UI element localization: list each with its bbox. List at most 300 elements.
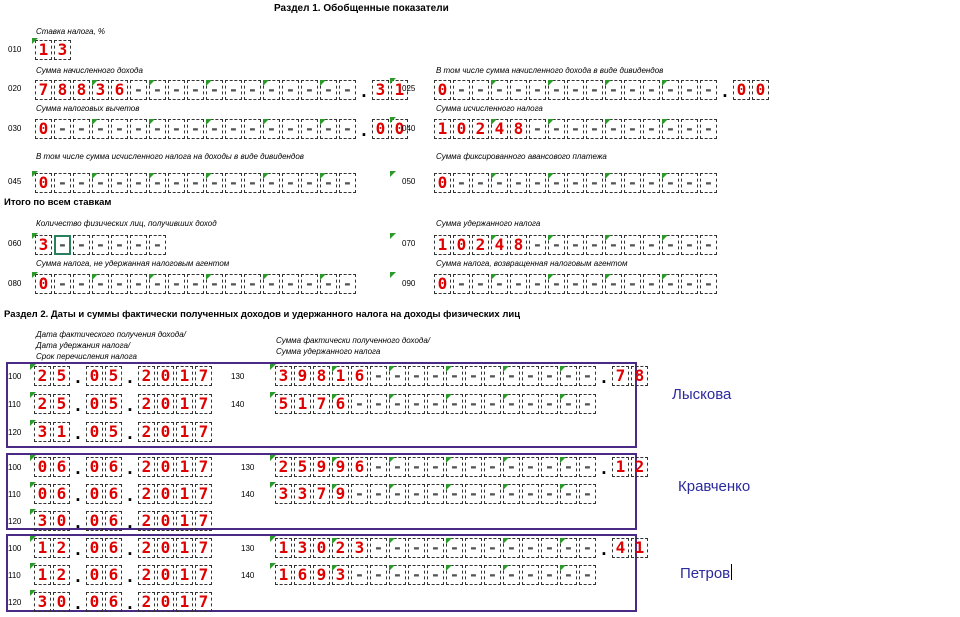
digit-cell: - [662, 119, 679, 139]
marker-icon [32, 171, 38, 177]
digit-cell: - [472, 80, 489, 100]
digit-cell: - [168, 274, 185, 294]
date-field-120[interactable] [34, 511, 214, 531]
digit-cell: - [187, 173, 204, 193]
rate-field[interactable] [35, 40, 73, 60]
date-field-110[interactable] [34, 565, 214, 585]
digit-cell: - [586, 80, 603, 100]
digit-cell: - [605, 119, 622, 139]
marker-icon [390, 233, 396, 239]
digit-cell: 2 [138, 366, 155, 386]
digit-cell: 3 [54, 40, 71, 60]
tax-field-140[interactable] [275, 484, 598, 504]
f070-label: Сумма удержанного налога [436, 219, 541, 228]
digit-cell: - [510, 274, 527, 294]
digit-cell: - [370, 484, 387, 504]
f080-label: Сумма налога, не удержанная налоговым агентом [36, 259, 230, 268]
digit-cell: - [73, 274, 90, 294]
digit-cell: 3 [351, 538, 368, 558]
digit-cell: - [206, 173, 223, 193]
digit-cell: - [370, 394, 387, 414]
digit-cell: 3 [34, 422, 51, 442]
digit-cell: - [529, 119, 546, 139]
code-040: 040 [402, 124, 416, 133]
digit-cell: - [567, 80, 584, 100]
digit-cell: - [541, 366, 558, 386]
digit-cell: 1 [294, 394, 311, 414]
digit-cell: - [453, 274, 470, 294]
digit-cell: - [149, 274, 166, 294]
digit-cell: - [453, 80, 470, 100]
marker-icon [32, 272, 38, 278]
digit-cell: - [522, 394, 539, 414]
digit-cell: 0 [35, 173, 52, 193]
text-caret [731, 564, 732, 580]
separator-dot: . [359, 121, 369, 140]
digit-cell: 8 [73, 80, 90, 100]
f025-label: В том числе сумма начисленного дохода в виде дивидендов [436, 66, 664, 75]
digit-cell: - [187, 119, 204, 139]
digit-cell: 7 [195, 592, 212, 612]
digit-cell: - [427, 366, 444, 386]
digit-cell: - [465, 565, 482, 585]
digit-cell: 1 [391, 80, 408, 100]
digit-cell: 0 [157, 511, 174, 531]
digit-cell: - [662, 235, 679, 255]
digit-cell: - [567, 235, 584, 255]
f050-label: Сумма фиксированного авансового платежа [436, 152, 607, 161]
digit-cell: - [244, 80, 261, 100]
f025-field[interactable] [434, 80, 771, 100]
digit-cell: - [579, 457, 596, 477]
digit-cell: 6 [105, 457, 122, 477]
digit-cell: - [579, 538, 596, 558]
digit-cell: - [54, 173, 71, 193]
digit-cell: 1 [176, 422, 193, 442]
digit-cell: 4 [491, 235, 508, 255]
digit-cell: 1 [275, 538, 292, 558]
digit-cell: 0 [434, 80, 451, 100]
digit-cell: - [149, 80, 166, 100]
digit-cell: - [301, 274, 318, 294]
digit-cell: 5 [53, 394, 70, 414]
digit-cell: - [427, 484, 444, 504]
digit-cell: 2 [53, 538, 70, 558]
digit-cell: - [92, 274, 109, 294]
separator-dot: . [73, 513, 83, 532]
digit-cell: - [541, 394, 558, 414]
digit-cell: - [225, 274, 242, 294]
digit-cell: - [225, 80, 242, 100]
digit-cell: 6 [53, 457, 70, 477]
digit-cell: 7 [195, 457, 212, 477]
digit-cell: - [339, 274, 356, 294]
marker-icon [390, 78, 396, 84]
digit-cell: 1 [176, 457, 193, 477]
f050-field[interactable] [434, 173, 719, 193]
digit-cell: - [168, 119, 185, 139]
date-field-100[interactable] [34, 366, 214, 386]
separator-dot: . [599, 459, 609, 478]
digit-cell: - [446, 457, 463, 477]
digit-cell: - [662, 274, 679, 294]
digit-cell: - [700, 173, 717, 193]
f020-label: Сумма начисленного дохода [36, 66, 143, 75]
digit-cell: - [548, 173, 565, 193]
digit-cell: - [111, 173, 128, 193]
digit-cell: - [579, 484, 596, 504]
f030-label: Сумма налоговых вычетов [36, 104, 140, 113]
digit-cell: 7 [313, 484, 330, 504]
digit-cell: - [586, 274, 603, 294]
marker-icon [390, 272, 396, 278]
digit-cell: - [389, 538, 406, 558]
digit-cell: 0 [434, 274, 451, 294]
digit-cell: - [662, 80, 679, 100]
date-label-3: Срок перечисления налога [36, 352, 137, 361]
digit-cell: - [282, 80, 299, 100]
code-010: 010 [8, 45, 22, 54]
tax-field-140[interactable] [275, 565, 598, 585]
digit-cell: 2 [472, 119, 489, 139]
digit-cell: - [529, 80, 546, 100]
digit-cell: - [529, 274, 546, 294]
digit-cell: - [339, 119, 356, 139]
digit-cell: 1 [434, 119, 451, 139]
digit-cell: - [541, 538, 558, 558]
digit-cell: - [624, 235, 641, 255]
digit-cell: 0 [752, 80, 769, 100]
digit-cell: - [73, 119, 90, 139]
row-code: 120 [8, 428, 22, 437]
totals-title: Итого по всем ставкам [4, 197, 112, 208]
row-code-130: 130 [241, 544, 255, 553]
digit-cell: 1 [34, 565, 51, 585]
digit-cell: - [149, 119, 166, 139]
date-field-120[interactable] [34, 592, 214, 612]
row-code: 100 [8, 463, 22, 472]
digit-cell: 9 [332, 457, 349, 477]
digit-cell: - [282, 173, 299, 193]
digit-cell: 6 [351, 366, 368, 386]
f080-field[interactable] [35, 274, 358, 294]
separator-dot: . [125, 396, 135, 415]
date-field-110[interactable] [34, 484, 214, 504]
f045-field[interactable] [35, 173, 358, 193]
code-020: 020 [8, 84, 22, 93]
income-field-130[interactable] [275, 366, 650, 386]
person-name[interactable]: Лыскова [672, 386, 732, 403]
digit-cell: 3 [92, 80, 109, 100]
person-name[interactable]: Петров [680, 565, 731, 582]
digit-cell: - [567, 274, 584, 294]
row-code: 110 [8, 400, 21, 409]
digit-cell: - [503, 484, 520, 504]
row-code: 100 [8, 544, 22, 553]
digit-cell: - [446, 366, 463, 386]
digit-cell: - [510, 80, 527, 100]
digit-cell: 1 [176, 538, 193, 558]
row-code-130: 130 [231, 372, 245, 381]
digit-cell: - [643, 80, 660, 100]
separator-dot: . [359, 82, 369, 101]
digit-cell: 0 [53, 592, 70, 612]
digit-cell: - [522, 457, 539, 477]
digit-cell: 1 [176, 394, 193, 414]
digit-cell: - [351, 484, 368, 504]
f070-field[interactable] [434, 235, 719, 255]
separator-dot: . [125, 540, 135, 559]
digit-cell: 0 [86, 457, 103, 477]
digit-cell: - [503, 366, 520, 386]
digit-cell: - [567, 173, 584, 193]
rate-label: Ставка налога, % [36, 27, 106, 36]
digit-cell: 1 [176, 484, 193, 504]
digit-cell: - [548, 80, 565, 100]
digit-cell: 0 [86, 565, 103, 585]
f090-label: Сумма налога, возвращенная налоговым агентом [436, 259, 628, 268]
digit-cell: 3 [294, 484, 311, 504]
income-field-130[interactable] [275, 457, 650, 477]
digit-cell: - [301, 80, 318, 100]
digit-cell: 2 [275, 457, 292, 477]
digit-cell: - [522, 565, 539, 585]
digit-cell: - [605, 235, 622, 255]
separator-dot: . [125, 594, 135, 613]
date-field-120[interactable] [34, 422, 214, 442]
digit-cell: - [662, 173, 679, 193]
digit-cell: - [389, 394, 406, 414]
digit-cell: - [465, 538, 482, 558]
digit-cell: 1 [275, 565, 292, 585]
separator-dot: . [125, 567, 135, 586]
digit-cell: - [643, 274, 660, 294]
digit-cell: - [484, 484, 501, 504]
digit-cell: - [465, 366, 482, 386]
digit-cell: - [244, 274, 261, 294]
digit-cell: - [320, 80, 337, 100]
f060-field[interactable] [35, 235, 168, 255]
digit-cell: - [111, 274, 128, 294]
digit-cell: - [320, 119, 337, 139]
digit-cell: 0 [453, 119, 470, 139]
digit-cell: 2 [34, 366, 51, 386]
separator-dot: . [73, 396, 83, 415]
row-code-130: 130 [241, 463, 255, 472]
digit-cell: 5 [53, 366, 70, 386]
marker-icon [390, 171, 396, 177]
digit-cell: 2 [138, 457, 155, 477]
digit-cell: - [586, 173, 603, 193]
digit-cell: - [408, 394, 425, 414]
digit-cell: 0 [157, 422, 174, 442]
digit-cell: - [446, 394, 463, 414]
digit-cell: 1 [176, 592, 193, 612]
date-field-110[interactable] [34, 394, 214, 414]
digit-cell: 0 [86, 538, 103, 558]
digit-cell: 8 [510, 235, 527, 255]
digit-cell: - [681, 119, 698, 139]
digit-cell: - [244, 173, 261, 193]
amount-label-1: Сумма фактически полученного дохода/ [276, 336, 431, 345]
digit-cell: 6 [332, 394, 349, 414]
digit-cell: - [130, 80, 147, 100]
digit-cell: - [560, 457, 577, 477]
digit-cell: - [643, 173, 660, 193]
digit-cell: 2 [138, 394, 155, 414]
date-field-100[interactable] [34, 538, 214, 558]
digit-cell: - [624, 173, 641, 193]
tax-field-140[interactable] [275, 394, 598, 414]
separator-dot: . [125, 459, 135, 478]
digit-cell: 0 [733, 80, 750, 100]
row-code: 120 [8, 598, 22, 607]
digit-cell: 2 [631, 457, 648, 477]
digit-cell: - [389, 457, 406, 477]
digit-cell: - [465, 457, 482, 477]
digit-cell: 0 [453, 235, 470, 255]
f090-field[interactable] [434, 274, 719, 294]
digit-cell: - [244, 119, 261, 139]
digit-cell: - [130, 119, 147, 139]
digit-cell: - [548, 235, 565, 255]
digit-cell: - [624, 80, 641, 100]
separator-dot: . [599, 540, 609, 559]
digit-cell: - [586, 119, 603, 139]
digit-cell: 1 [53, 422, 70, 442]
row-code-140: 140 [241, 490, 255, 499]
digit-cell: - [54, 274, 71, 294]
digit-cell: 5 [105, 366, 122, 386]
person-name[interactable]: Кравченко [678, 478, 751, 495]
digit-cell: - [370, 366, 387, 386]
digit-cell: - [541, 484, 558, 504]
digit-cell: - [263, 119, 280, 139]
digit-cell: - [282, 119, 299, 139]
digit-cell: 0 [86, 484, 103, 504]
digit-cell: 7 [612, 366, 629, 386]
digit-cell: - [522, 484, 539, 504]
row-code: 110 [8, 490, 21, 499]
digit-cell: - [427, 394, 444, 414]
income-field-130[interactable] [275, 538, 650, 558]
digit-cell: 6 [105, 538, 122, 558]
digit-cell: 6 [105, 592, 122, 612]
digit-cell: - [522, 366, 539, 386]
digit-cell: - [149, 235, 166, 255]
digit-cell: - [263, 80, 280, 100]
digit-cell: - [370, 457, 387, 477]
digit-cell: - [389, 366, 406, 386]
digit-cell: 3 [332, 565, 349, 585]
digit-cell: 3 [35, 235, 52, 255]
digit-cell: - [168, 173, 185, 193]
row-code-140: 140 [231, 400, 245, 409]
code-080: 080 [8, 279, 22, 288]
digit-cell: - [560, 366, 577, 386]
digit-cell: 6 [105, 565, 122, 585]
digit-cell: 7 [195, 565, 212, 585]
digit-cell: 1 [332, 366, 349, 386]
digit-cell: - [446, 538, 463, 558]
digit-cell: - [681, 173, 698, 193]
row-code: 100 [8, 372, 22, 381]
digit-cell: - [263, 173, 280, 193]
digit-cell: - [92, 235, 109, 255]
digit-cell: 7 [195, 538, 212, 558]
code-060: 060 [8, 239, 22, 248]
digit-cell: - [389, 484, 406, 504]
code-025: 025 [402, 84, 416, 93]
separator-dot: . [125, 368, 135, 387]
separator-dot: . [125, 486, 135, 505]
digit-cell: - [560, 538, 577, 558]
f020-field[interactable] [35, 80, 410, 100]
digit-cell: 2 [138, 565, 155, 585]
digit-cell: - [54, 119, 71, 139]
digit-cell: - [605, 173, 622, 193]
digit-cell: - [92, 173, 109, 193]
digit-cell: 0 [157, 484, 174, 504]
digit-cell: 9 [313, 457, 330, 477]
digit-cell: - [643, 119, 660, 139]
digit-cell: 2 [332, 538, 349, 558]
f040-label: Сумма исчисленного налога [436, 104, 543, 113]
digit-cell: 0 [372, 119, 389, 139]
digit-cell: - [560, 394, 577, 414]
digit-cell: 7 [195, 422, 212, 442]
digit-cell: 0 [157, 366, 174, 386]
date-field-100[interactable] [34, 457, 214, 477]
digit-cell: 7 [195, 484, 212, 504]
digit-cell: 2 [53, 565, 70, 585]
digit-cell: - [263, 274, 280, 294]
digit-cell: - [351, 565, 368, 585]
digit-cell: 4 [491, 119, 508, 139]
digit-cell: - [579, 394, 596, 414]
digit-cell: 5 [105, 394, 122, 414]
digit-cell: - [491, 274, 508, 294]
digit-cell: - [472, 274, 489, 294]
digit-cell: 6 [105, 484, 122, 504]
digit-cell: - [389, 565, 406, 585]
digit-cell: - [301, 173, 318, 193]
marker-icon [32, 233, 38, 239]
digit-cell: - [548, 274, 565, 294]
row-code-140: 140 [241, 571, 255, 580]
digit-cell: 2 [138, 592, 155, 612]
f030-field[interactable] [35, 119, 410, 139]
digit-cell: 8 [631, 366, 648, 386]
digit-cell: 0 [35, 119, 52, 139]
code-045: 045 [8, 177, 22, 186]
digit-cell: - [522, 538, 539, 558]
digit-cell: 0 [86, 592, 103, 612]
digit-cell: - [408, 565, 425, 585]
separator-dot: . [73, 567, 83, 586]
digit-cell: 6 [294, 565, 311, 585]
digit-cell: - [465, 484, 482, 504]
digit-cell: - [187, 80, 204, 100]
digit-cell: - [320, 274, 337, 294]
digit-cell: - [339, 80, 356, 100]
digit-cell: - [320, 173, 337, 193]
digit-cell: - [130, 274, 147, 294]
digit-cell: 8 [313, 366, 330, 386]
digit-cell: - [605, 274, 622, 294]
digit-cell: - [225, 173, 242, 193]
f040-field[interactable] [434, 119, 719, 139]
